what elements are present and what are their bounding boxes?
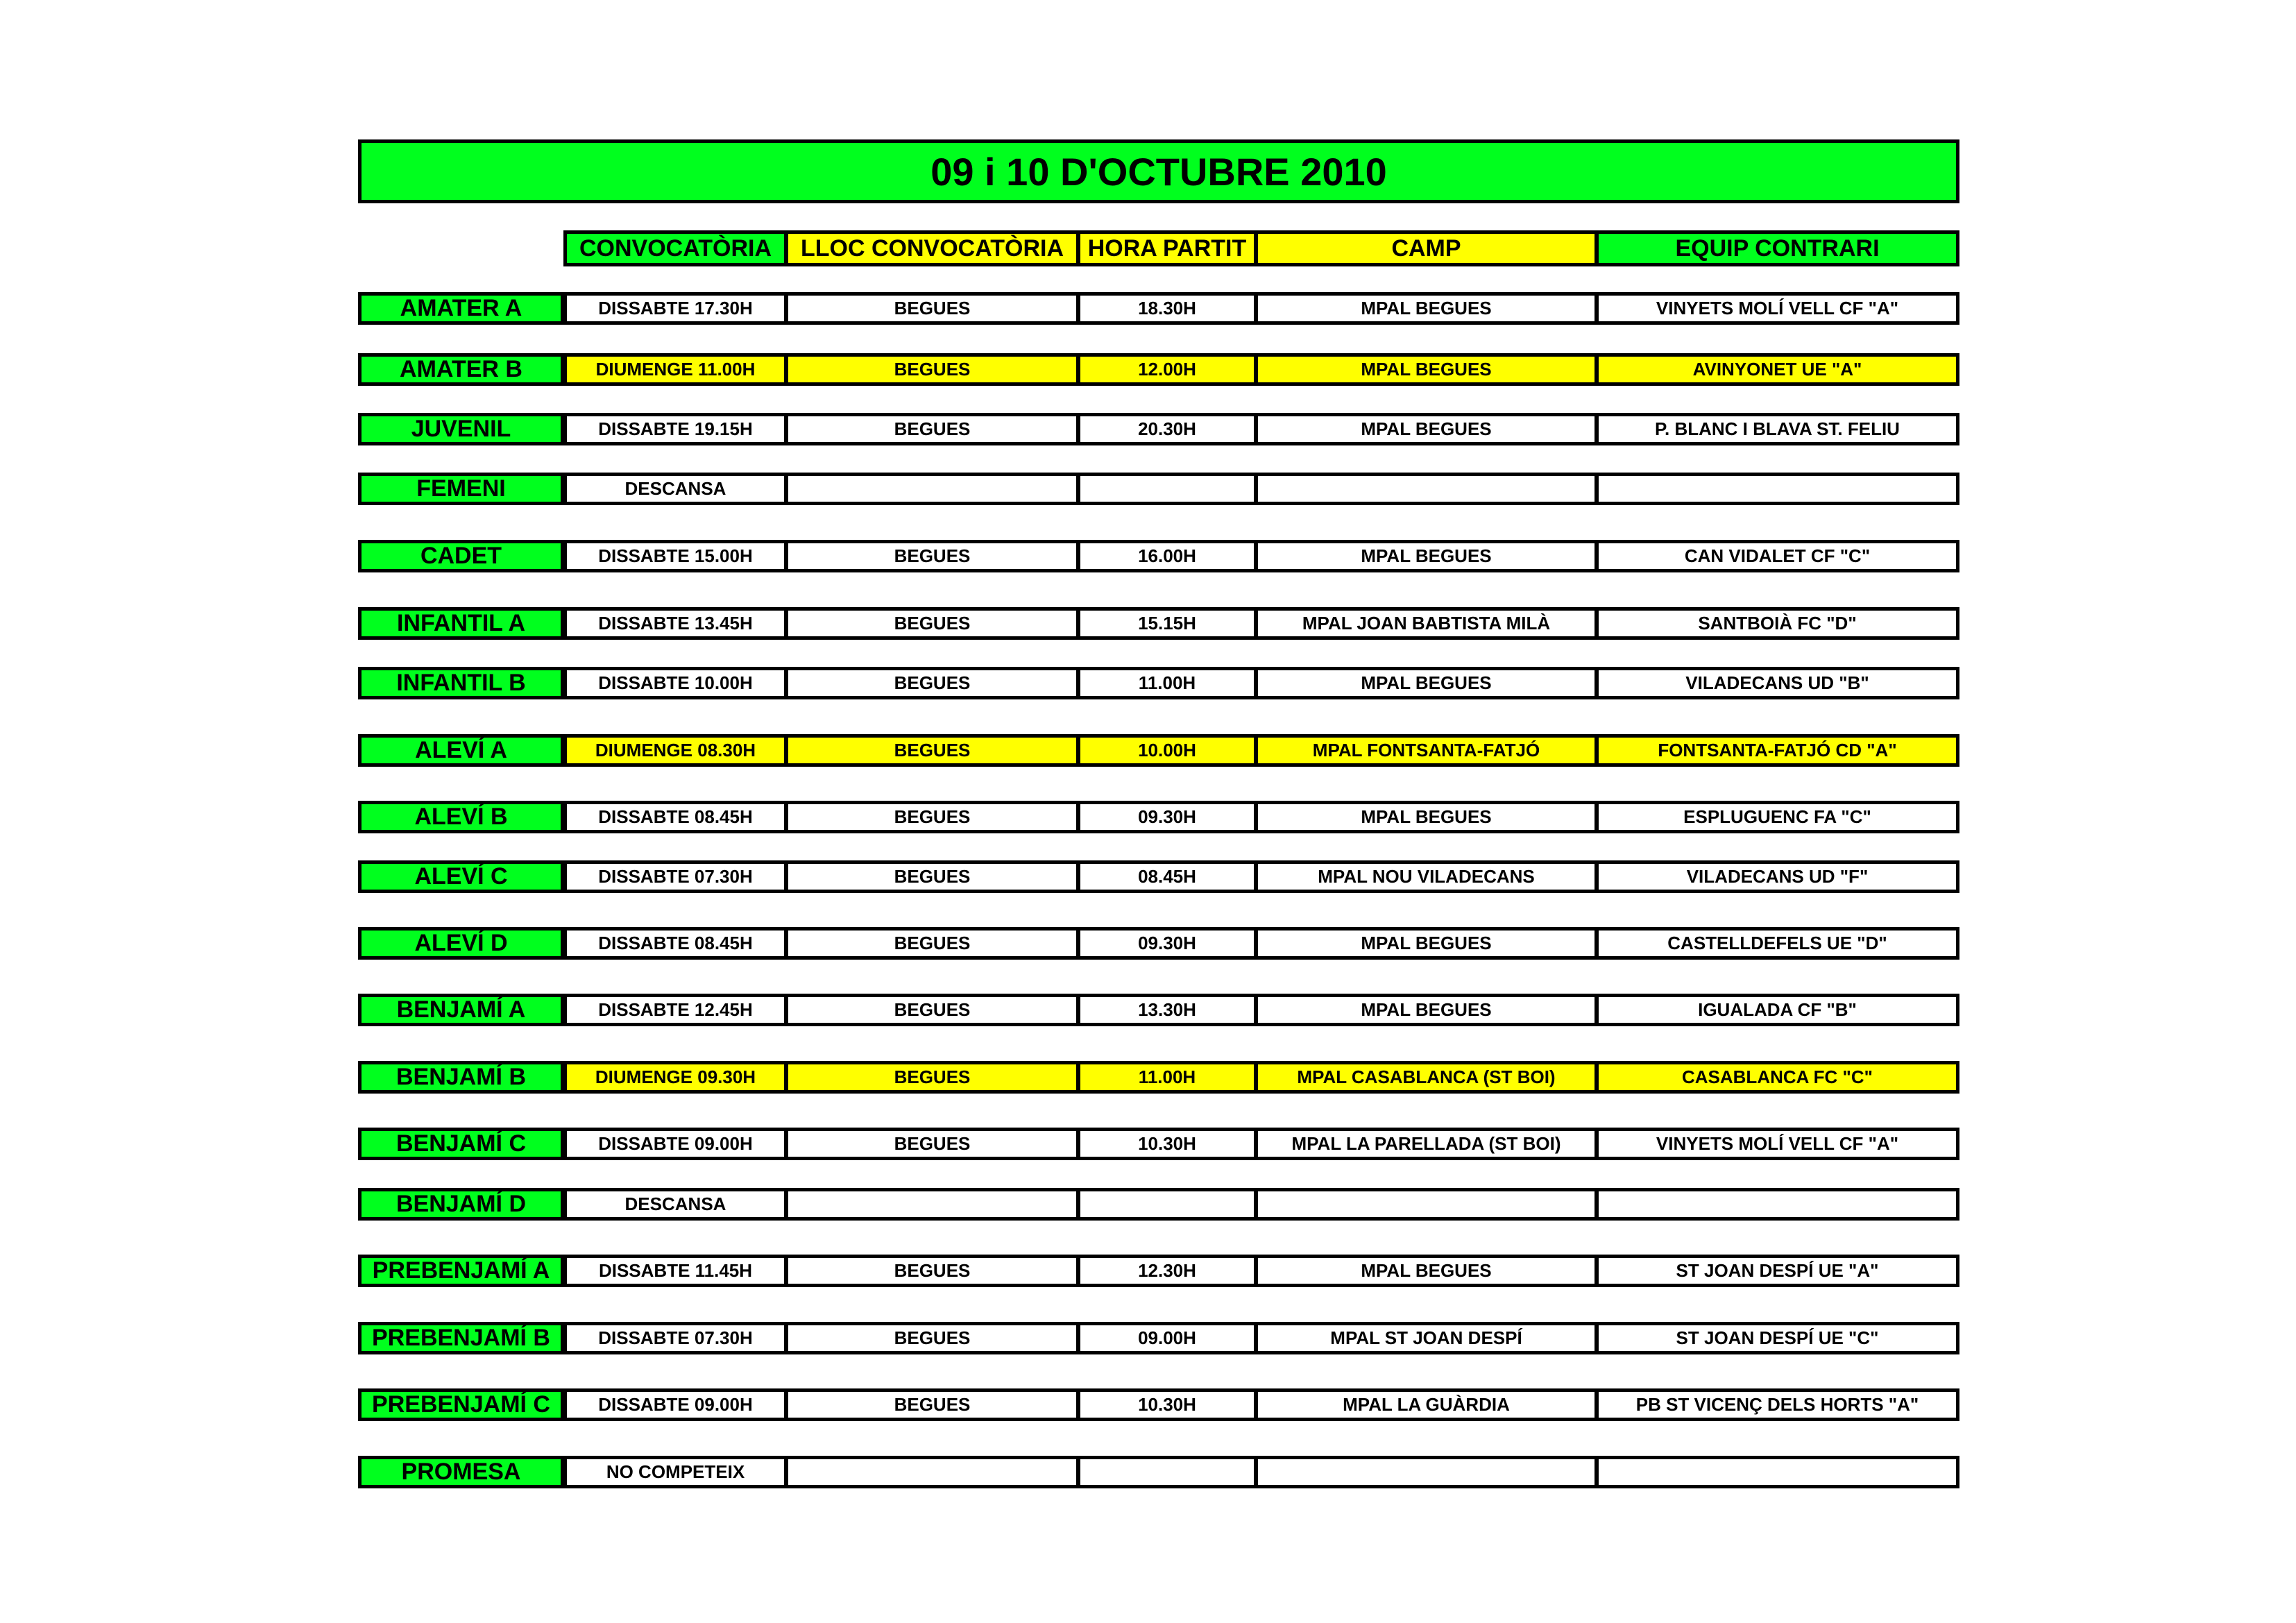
cell-lloc: BEGUES [785, 860, 1080, 893]
header-camp: CAMP [1255, 230, 1598, 266]
cell-convocatoria: DISSABTE 09.00H [563, 1388, 788, 1421]
cell-convocatoria: DISSABTE 07.30H [563, 860, 788, 893]
team-label: ALEVÍ A [358, 734, 566, 767]
cell-hora: 10.30H [1077, 1128, 1257, 1160]
team-label: ALEVÍ B [358, 801, 566, 833]
cell-camp: MPAL BEGUES [1255, 801, 1598, 833]
cell-convocatoria: DESCANSA [563, 1188, 788, 1221]
cell-lloc: BEGUES [785, 734, 1080, 767]
cell-equip: ESPLUGUENC FA "C" [1595, 801, 1959, 833]
team-label: BENJAMÍ A [358, 994, 566, 1026]
cell-equip: VINYETS MOLÍ VELL CF "A" [1595, 1128, 1959, 1160]
team-label: INFANTIL A [358, 607, 566, 640]
cell-lloc: BEGUES [785, 1322, 1080, 1354]
cell-lloc [785, 1456, 1080, 1488]
cell-convocatoria: DISSABTE 13.45H [563, 607, 788, 640]
cell-camp [1255, 1188, 1598, 1221]
cell-convocatoria: DIUMENGE 08.30H [563, 734, 788, 767]
cell-hora: 16.00H [1077, 540, 1257, 572]
cell-equip: IGUALADA CF "B" [1595, 994, 1959, 1026]
cell-convocatoria: DISSABTE 15.00H [563, 540, 788, 572]
team-label: PREBENJAMÍ A [358, 1255, 566, 1287]
cell-convocatoria: DISSABTE 12.45H [563, 994, 788, 1026]
cell-camp: MPAL BEGUES [1255, 1255, 1598, 1287]
team-label: AMATER B [358, 353, 566, 386]
cell-camp: MPAL FONTSANTA-FATJÓ [1255, 734, 1598, 767]
cell-lloc: BEGUES [785, 927, 1080, 960]
cell-lloc: BEGUES [785, 413, 1080, 445]
cell-equip [1595, 1188, 1959, 1221]
team-label: PREBENJAMÍ C [358, 1388, 566, 1421]
cell-convocatoria: DISSABTE 07.30H [563, 1322, 788, 1354]
cell-convocatoria: DISSABTE 19.15H [563, 413, 788, 445]
team-label: INFANTIL B [358, 667, 566, 699]
cell-convocatoria: DISSABTE 09.00H [563, 1128, 788, 1160]
cell-hora: 20.30H [1077, 413, 1257, 445]
cell-camp: MPAL LA PARELLADA (ST BOI) [1255, 1128, 1598, 1160]
team-label: ALEVÍ D [358, 927, 566, 960]
cell-hora: 15.15H [1077, 607, 1257, 640]
cell-lloc: BEGUES [785, 1061, 1080, 1094]
cell-lloc [785, 1188, 1080, 1221]
cell-convocatoria: DISSABTE 08.45H [563, 927, 788, 960]
cell-hora [1077, 473, 1257, 505]
cell-camp: MPAL CASABLANCA (ST BOI) [1255, 1061, 1598, 1094]
team-label: BENJAMÍ C [358, 1128, 566, 1160]
cell-convocatoria: DISSABTE 08.45H [563, 801, 788, 833]
cell-equip: FONTSANTA-FATJÓ CD "A" [1595, 734, 1959, 767]
cell-lloc: BEGUES [785, 1388, 1080, 1421]
cell-lloc: BEGUES [785, 801, 1080, 833]
cell-camp [1255, 1456, 1598, 1488]
team-label: PROMESA [358, 1456, 566, 1488]
team-label: FEMENI [358, 473, 566, 505]
cell-camp: MPAL NOU VILADECANS [1255, 860, 1598, 893]
cell-hora: 08.45H [1077, 860, 1257, 893]
header-equip-contrari: EQUIP CONTRARI [1595, 230, 1959, 266]
cell-hora: 09.00H [1077, 1322, 1257, 1354]
cell-equip: ST JOAN DESPÍ UE "A" [1595, 1255, 1959, 1287]
cell-camp: MPAL BEGUES [1255, 667, 1598, 699]
cell-lloc: BEGUES [785, 353, 1080, 386]
cell-camp: MPAL BEGUES [1255, 540, 1598, 572]
cell-equip [1595, 473, 1959, 505]
cell-convocatoria: DESCANSA [563, 473, 788, 505]
team-label: AMATER A [358, 292, 566, 325]
cell-hora: 12.00H [1077, 353, 1257, 386]
team-label: BENJAMÍ B [358, 1061, 566, 1094]
cell-camp: MPAL BEGUES [1255, 353, 1598, 386]
cell-lloc: BEGUES [785, 994, 1080, 1026]
team-label: BENJAMÍ D [358, 1188, 566, 1221]
cell-hora: 12.30H [1077, 1255, 1257, 1287]
cell-equip: ST JOAN DESPÍ UE "C" [1595, 1322, 1959, 1354]
cell-lloc: BEGUES [785, 540, 1080, 572]
cell-convocatoria: DIUMENGE 09.30H [563, 1061, 788, 1094]
cell-hora: 09.30H [1077, 801, 1257, 833]
cell-lloc: BEGUES [785, 607, 1080, 640]
cell-hora [1077, 1456, 1257, 1488]
cell-equip: CAN VIDALET CF "C" [1595, 540, 1959, 572]
team-label: ALEVÍ C [358, 860, 566, 893]
cell-equip: VILADECANS UD "F" [1595, 860, 1959, 893]
cell-lloc [785, 473, 1080, 505]
cell-hora [1077, 1188, 1257, 1221]
cell-hora: 11.00H [1077, 1061, 1257, 1094]
team-label: PREBENJAMÍ B [358, 1322, 566, 1354]
cell-equip: VILADECANS UD "B" [1595, 667, 1959, 699]
cell-equip: CASABLANCA FC "C" [1595, 1061, 1959, 1094]
cell-equip: VINYETS MOLÍ VELL CF "A" [1595, 292, 1959, 325]
cell-lloc: BEGUES [785, 667, 1080, 699]
cell-convocatoria: DISSABTE 17.30H [563, 292, 788, 325]
cell-hora: 11.00H [1077, 667, 1257, 699]
cell-lloc: BEGUES [785, 1255, 1080, 1287]
cell-equip: CASTELLDEFELS UE "D" [1595, 927, 1959, 960]
cell-lloc: BEGUES [785, 292, 1080, 325]
cell-convocatoria: NO COMPETEIX [563, 1456, 788, 1488]
cell-lloc: BEGUES [785, 1128, 1080, 1160]
cell-hora: 10.30H [1077, 1388, 1257, 1421]
header-lloc-convocatoria: LLOC CONVOCATÒRIA [785, 230, 1080, 266]
cell-hora: 18.30H [1077, 292, 1257, 325]
cell-camp: MPAL ST JOAN DESPÍ [1255, 1322, 1598, 1354]
header-convocatoria: CONVOCATÒRIA [563, 230, 788, 266]
cell-equip: AVINYONET UE "A" [1595, 353, 1959, 386]
cell-hora: 13.30H [1077, 994, 1257, 1026]
cell-hora: 09.30H [1077, 927, 1257, 960]
cell-camp: MPAL BEGUES [1255, 413, 1598, 445]
cell-convocatoria: DIUMENGE 11.00H [563, 353, 788, 386]
cell-hora: 10.00H [1077, 734, 1257, 767]
cell-equip [1595, 1456, 1959, 1488]
cell-camp: MPAL BEGUES [1255, 927, 1598, 960]
page-title: 09 i 10 D'OCTUBRE 2010 [358, 139, 1959, 203]
cell-convocatoria: DISSABTE 11.45H [563, 1255, 788, 1287]
cell-convocatoria: DISSABTE 10.00H [563, 667, 788, 699]
cell-equip: SANTBOIÀ FC "D" [1595, 607, 1959, 640]
cell-camp [1255, 473, 1598, 505]
cell-camp: MPAL LA GUÀRDIA [1255, 1388, 1598, 1421]
cell-camp: MPAL BEGUES [1255, 994, 1598, 1026]
team-label: JUVENIL [358, 413, 566, 445]
cell-camp: MPAL JOAN BABTISTA MILÀ [1255, 607, 1598, 640]
cell-equip: PB ST VICENÇ DELS HORTS "A" [1595, 1388, 1959, 1421]
team-label: CADET [358, 540, 566, 572]
header-hora-partit: HORA PARTIT [1077, 230, 1257, 266]
cell-equip: P. BLANC I BLAVA ST. FELIU [1595, 413, 1959, 445]
cell-camp: MPAL BEGUES [1255, 292, 1598, 325]
